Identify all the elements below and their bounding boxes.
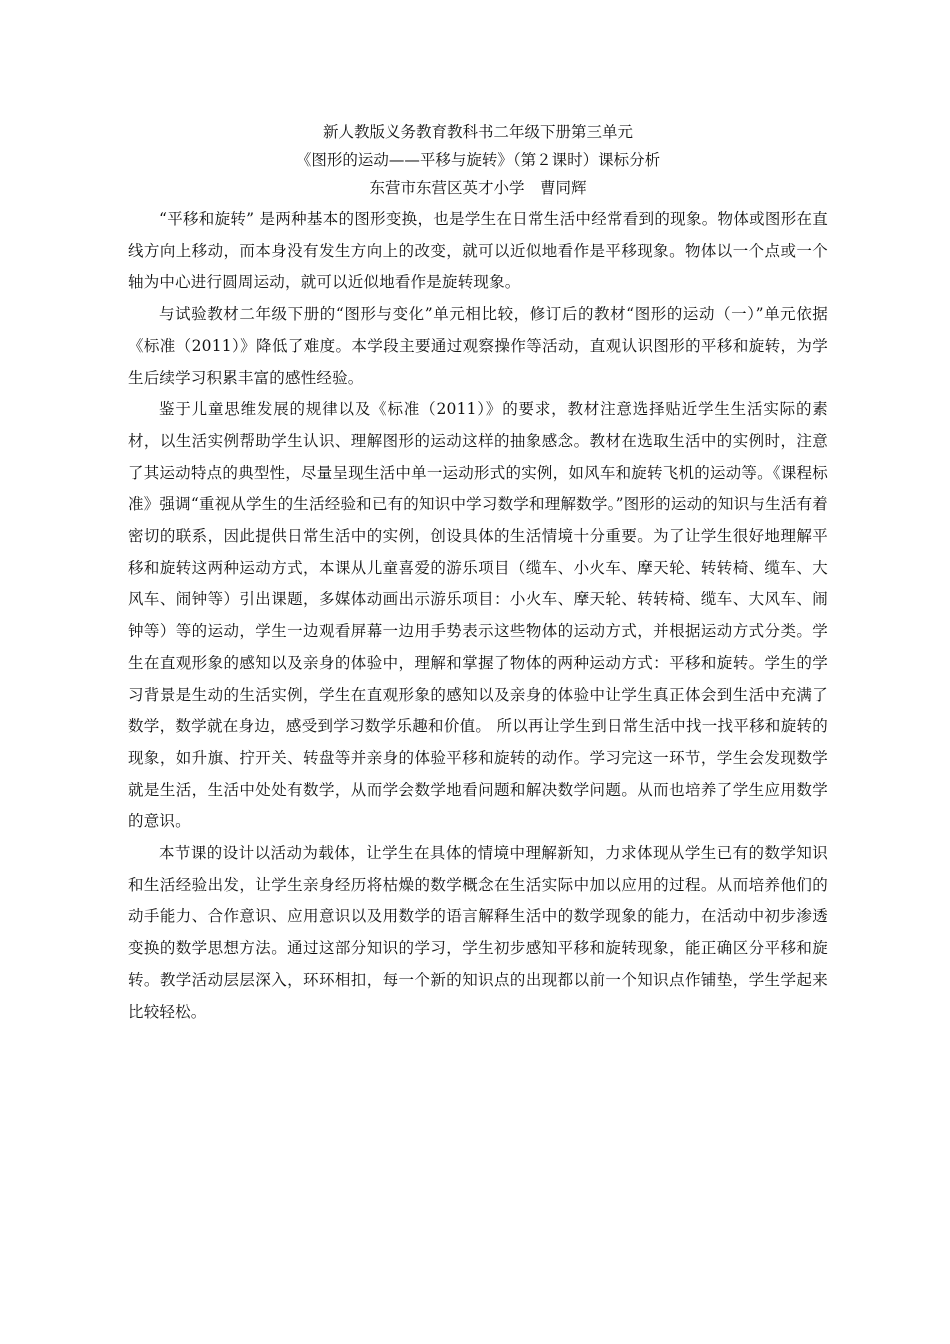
paragraph-4: 本节课的设计以活动为载体，让学生在具体的情境中理解新知，力求体现从学生已有的数学知识和生活经验出发，让学生亲身经历将枯燥的数学概念在生活实际中加以应用的过程。从而培养他们的动手能力、合作意识、应用意识以及用数学的语言解释生活中的数学现象的能力，在活动中初步渗透变换的数学思想方法。通过这部分知识的学习，学生初步感知平移和旋转现象，能正确区分平移和旋转。教学活动层层深入，环环相扣，每一个新的知识点的出现都以前一个知识点作铺垫，学生学起来比较轻松。: [128, 844, 828, 1021]
paragraph-3: 鉴于儿童思维发展的规律以及《标准（2011）》的要求，教材注意选择贴近学生生活实际的素材，以生活实例帮助学生认识、理解图形的运动这样的抽象感念。教材在选取生活中的实例时，注意了其运动特点的典型性，尽量呈现生活中单一运动形式的实例，如风车和旋转飞机的运动等。《课程标准》强调“重视从学生的生活经验和已有的知识中学习数学和理解数学。”图形的运动的知识与生活有着密切的联系，因此提供日常生活中的实例，创设具体的生活情境十分重要。为了让学生很好地理解平移和旋转这两种运动方式，本课从儿童喜爱的游乐项目（缆车、小火车、摩天轮、转转椅、缆车、大风车、闹钟等）引出课题，多媒体动画出示游乐项目：小火车、摩天轮、转转椅、缆车、大风车、闹钟等）等的运动，学生一边观看屏幕一边用手势表示这些物体的运动方式，并根据运动方式分类。学生在直观形象的感知以及亲身的体验中，理解和掌握了物体的两种运动方式：平移和旋转。学生的学习背景是生动的生活实例，学生在直观形象的感知以及亲身的体验中让学生真正体会到生活中充满了数学，数学就在身边，感受到学习数学乐趣和价值。 所以再让学生到日常生活中找一找平移和旋转的现象，如升旗、拧开关、转盘等并亲身的体验平移和旋转的动作。学习完这一环节，学生会发现数学就是生活，生活中处处有数学，从而学会数学地看问题和解决数学问题。从而也培养了学生应用数学的意识。: [128, 400, 828, 831]
document-page: [128, 118, 828, 1028]
paragraph-2: 与试验教材二年级下册的“图形与变化”单元相比较，修订后的教材“图形的运动（一）”单元依据《标准（2011）》降低了难度。本学段主要通过观察操作等活动，直观认识图形的平移和旋转，为学生后续学习积累丰富的感性经验。: [128, 305, 828, 387]
author-line: 东营市东营区英才小学 曹同辉: [369, 179, 587, 197]
body-text: [128, 204, 828, 1028]
paragraph-1: “平移和旋转” 是两种基本的图形变换，也是学生在日常生活中经常看到的现象。物体或图形在直线方向上移动，而本身没有发生方向上的改变，就可以近似地看作是平移现象。物体以一个点或一个轴为中心进行圆周运动，就可以近似地看作是旋转现象。: [128, 210, 828, 292]
document-title: 新人教版义务教育教科书二年级下册第三单元: [322, 123, 633, 141]
lesson-title: 《图形的运动——平移与旋转》（第２课时）课标分析: [295, 151, 661, 169]
